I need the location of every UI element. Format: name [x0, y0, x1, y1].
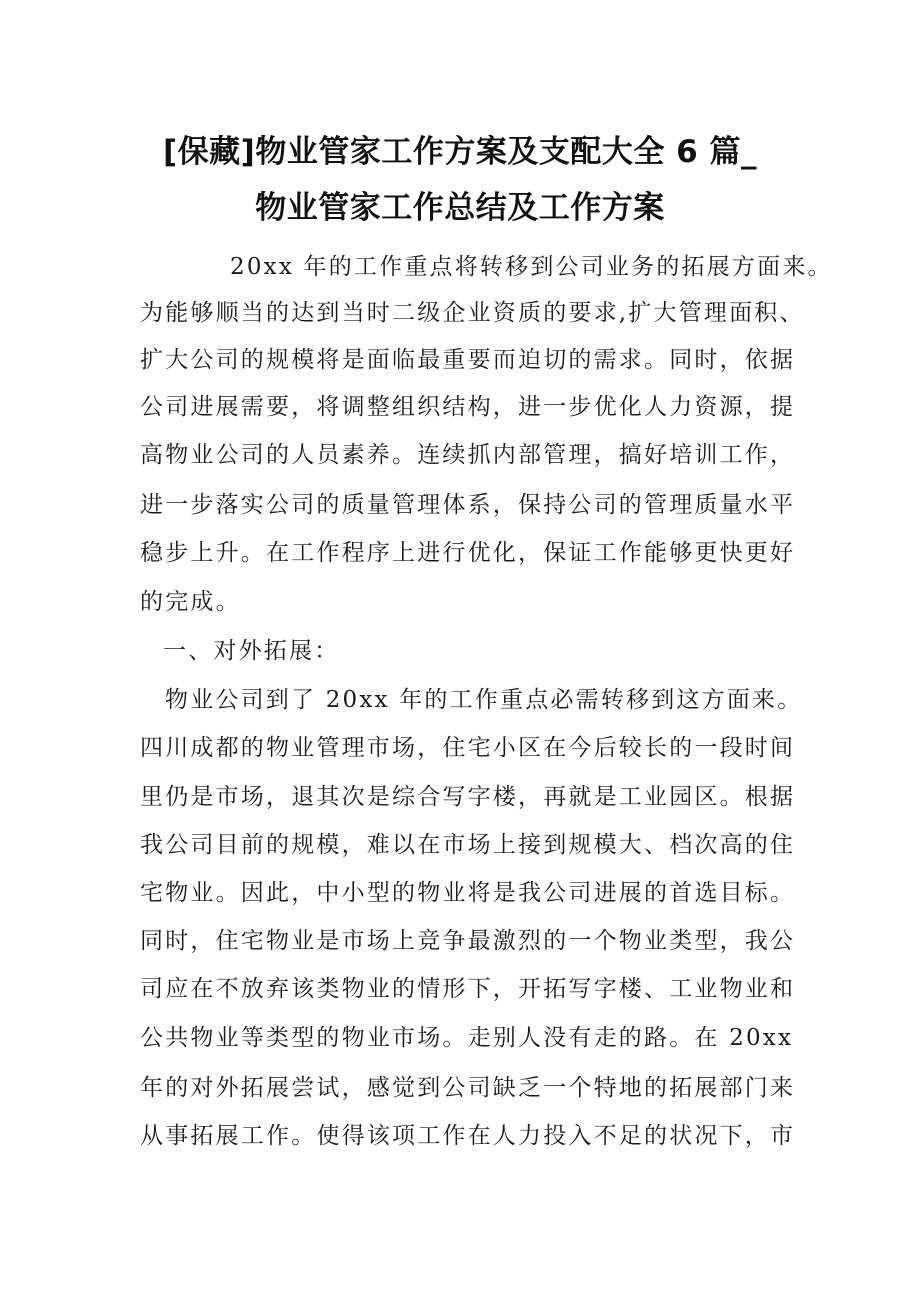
paragraph-1-line-7: 稳步上升。在工作程序上进行优化，保证工作能够更快更好 [140, 540, 796, 566]
paragraph-2-line-5: 宅物业。因此，中小型的物业将是我公司进展的首选目标。 [140, 880, 796, 906]
paragraph-1-line-5: 高物业公司的人员素养。连续抓内部管理，搞好培训工作， [140, 442, 796, 468]
paragraph-1-line-6: 进一步落实公司的质量管理体系，保持公司的管理质量水平 [140, 492, 796, 518]
paragraph-2-line-6: 同时，住宅物业是市场上竞争最激烈的一个物业类型，我公 [140, 928, 796, 954]
paragraph-2-line-2: 四川成都的物业管理市场，住宅小区在今后较长的一段时间 [140, 735, 796, 761]
paragraph-2-line-10: 从事拓展工作。使得该项工作在人力投入不足的状况下，市 [140, 1123, 796, 1149]
paragraph-1-line-3: 扩大公司的规模将是面临最重要而迫切的需求。同时，依据 [140, 347, 796, 373]
paragraph-2-line-3: 里仍是市场，退其次是综合写字楼，再就是工业园区。根据 [140, 784, 796, 810]
paragraph-1-line-1: 20xx 年的工作重点将转移到公司业务的拓展方面来。 [230, 254, 833, 280]
paragraph-2-line-9: 年的对外拓展尝试，感觉到公司缺乏一个特地的拓展部门来 [140, 1075, 796, 1101]
paragraph-2-line-4: 我公司目前的规模，难以在市场上接到规模大、档次高的住 [140, 832, 796, 858]
document-title-line-1: [保藏]物业管家工作方案及支配大全 6 篇_ [163, 134, 757, 170]
paragraph-1-line-8: 的完成。 [140, 589, 241, 615]
paragraph-2-line-7: 司应在不放弃该类物业的情形下，开拓写字楼、工业物业和 [140, 976, 796, 1002]
document-title-line-2: 物业管家工作总结及工作方案 [255, 190, 665, 226]
paragraph-1-line-4: 公司进展需要，将调整组织结构，进一步优化人力资源，提 [140, 394, 796, 420]
paragraph-2-line-1: 物业公司到了 20xx 年的工作重点必需转移到这方面来。 [165, 687, 803, 713]
paragraph-1-line-2: 为能够顺当的达到当时二级企业资质的要求,扩大管理面积、 [140, 300, 805, 326]
paragraph-2-line-8: 公共物业等类型的物业市场。走别人没有走的路。在 20xx [140, 1025, 794, 1051]
section-heading-external-expansion: 一、对外拓展： [163, 638, 340, 664]
